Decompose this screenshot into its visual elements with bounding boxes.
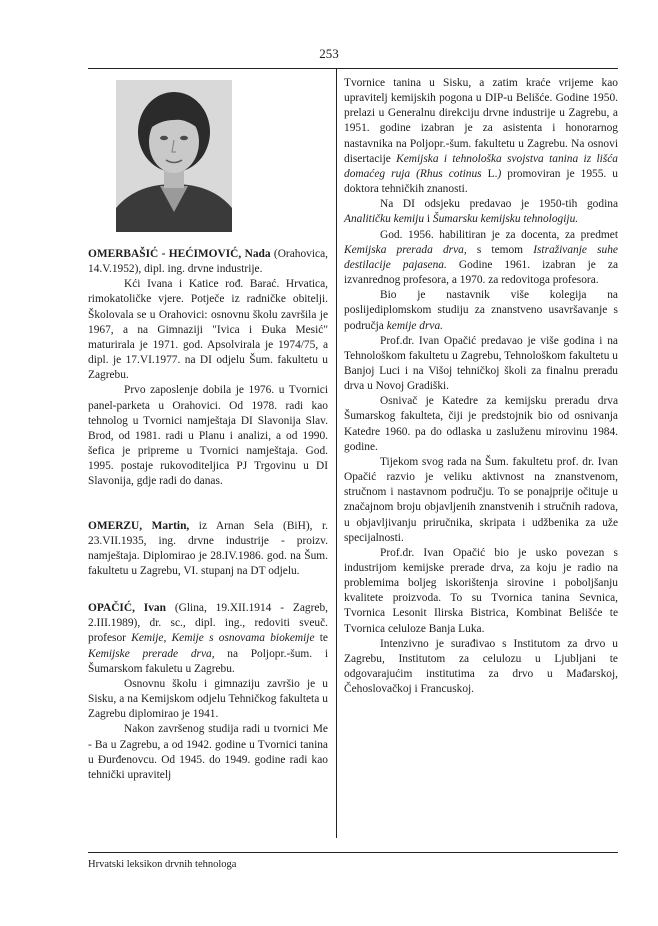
portrait-photo-icon <box>116 80 232 232</box>
entry-opacic-paragraph: Bio je nastavnik više kolegija na poslijediplomskom studiju za znanstveno usavršavanje s područja kemije drva. <box>344 289 618 332</box>
entry-opacic-paragraph: Prof.dr. Ivan Opačić bio je usko povezan s industrijom kemijske prerade drva, za koju je radio na problemima boljeg iskorištenja sirovine i poboljšanju kvalitete proizvoda. To su Tvornica tanina Sevnica, Tvornica Lesonit Ilirska Bistrica, Kombinat Belišće te Tvornica celuloze Banja Luka. <box>344 546 618 635</box>
entry-omerzu-intro: OMERZU, Martin, iz Arnan Sela (BiH), r. 23.VII.1935, ing. drvne industrije - proizv. namještaja. Diplomirao je 28.IV.1986. god. na Šum. fakultetu u Zagrebu, VI. stupanj na DT odjelu. <box>88 519 328 577</box>
header-rule <box>88 68 618 69</box>
entry-opacic-paragraph: Prof.dr. Ivan Opačić predavao je više godina i na Tehnološkom fakultetu u Zagrebu, Tehnološkom fakultetu u Banjoj Luci i na Višoj tehničkoj školi za finalnu preradu drva u Novoj Gradiški. <box>344 334 618 393</box>
page-number: 253 <box>319 46 339 61</box>
entry-name: OMERBAŠIĆ - HEĆIMOVIĆ, Nada <box>88 248 271 260</box>
entry-opacic-paragraph: Osnivač je Katedre za kemijsku preradu drva Šumarskog fakulteta, čiji je predstojnik bio od osnivanja Katedre 1960. pa do odlaska u zasluženu mirovinu 1984. godine. <box>344 395 618 453</box>
column-divider <box>336 68 337 838</box>
entry-omerbasic-paragraph: Kći Ivana i Katice rođ. Barać. Hrvatica, rimokatoličke vjere. Potječe iz radničke obitelji. Školovala se u Orahovici: osnovnu školu završila je 1967, a na Gimnaziji "Ivica i Đuka Mesić" maturirala je 1971. god. Apsolvirala je 1974/75, a dipl. je 17.VI.1977. na DI odjelu Šum. fakultetu u Zagrebu. <box>88 278 328 382</box>
entry-name: OMERZU, Martin, <box>88 519 190 532</box>
entry-opacic-paragraph: Tijekom svog rada na Šum. fakultetu prof. dr. Ivan Opačić razvio je veliku aktivnost na znanstvenom, stručnom i nastavnom području. To se ponajprije očituje u značajnom broju objavljenih znanstvenih i stručnih radova, u objavljivanju priručnika, skripata i udžbenika za uže specijalnosti. <box>344 455 618 544</box>
portrait-photo <box>116 80 232 232</box>
entry-opacic-continued: Tvornice tanina u Sisku, a zatim kraće vrijeme kao upravitelj kemijskih pogona u DIP-u Belišće. Godine 1950. prelazi u Generalnu direkciju drvne industrije u Zagrebu, a 1951. godine izabran je za asistenta i honorarnog nastavnika na Poljopr.-šum. fakultetu u Zagrebu. Na osnovi disertacije Kemijska i tehnološka svojstva tanina iz lišća domaćeg ruja (Rhus cotinus L.) promoviran je 1955. u doktora tehničkih znanosti. <box>344 77 618 196</box>
entry-name: OPAČIĆ, Ivan <box>88 602 166 615</box>
entry-opacic-paragraph: Na DI odsjeku predavao je 1950-tih godina Analitičku kemiju i Šumarsku kemijsku tehnologiju. <box>344 198 618 226</box>
left-column <box>88 247 328 783</box>
entry-omerbasic-intro: OMERBAŠIĆ - HEĆIMOVIĆ, Nada (Orahovica, 14.V.1952), dipl. ing. drvne industrije. <box>88 248 328 276</box>
entry-omerbasic-paragraph: Prvo zaposlenje dobila je 1976. u Tvornici panel-parketa u Orahovici. Od 1978. radi kao tehnolog u Tvornici namještaja DI Slavonija Slav. Brod, od 1981. radi u Planu i analizi, a od 1990. šefica je pripreme u Tvornici namještaja. God. 1995. postaje rukovoditeljica PJ Trgovinu u DI Slavonija, gdje radi do danas. <box>88 384 328 488</box>
entry-opacic-paragraph: Nakon završenog studija radi u tvornici Me - Ba u Zagrebu, a od 1942. godine u Tvornici tanina u Đurđenovcu. Od 1945. do 1949. godine radi kao tehnički upravitelj <box>88 723 328 781</box>
entry-opacic-paragraph: Osnovnu školu i gimnaziju završio je u Sisku, a na Kemijskom odjelu Tehničkog fakulteta u Zagrebu diplomirao je 1941. <box>88 677 328 721</box>
entry-opacic-intro: OPAČIĆ, Ivan (Glina, 19.XII.1914 - Zagreb, 2.III.1989), dr. sc., dipl. ing., redoviti sveuč. profesor Kemije, Kemije s osnovama biokemije te Kemijske prerade drva, na Poljopr.-šum. i Šumarskom fakuletu u Zagrebu. <box>88 602 328 675</box>
right-column <box>344 76 618 697</box>
footer-rule <box>88 852 618 853</box>
entry-opacic-paragraph: Intenzivno je surađivao s Institutom za drvo u Zagrebu, Institutom za celulozu u Ljubljani te odgovarajućim institutima za drvo u Mađarskoj, Čehoslovačkoj i Francuskoj. <box>344 637 618 696</box>
footer-text: Hrvatski leksikon drvnih tehnologa <box>88 859 237 870</box>
entry-opacic-paragraph: God. 1956. habilitiran je za docenta, za predmet Kemijska prerada drva, s temom Istraživanje suhe destilacije pajasena. Godine 1961. izabran je za izvanrednog profesora, a 1970. za redovitoga profesora. <box>344 228 618 287</box>
